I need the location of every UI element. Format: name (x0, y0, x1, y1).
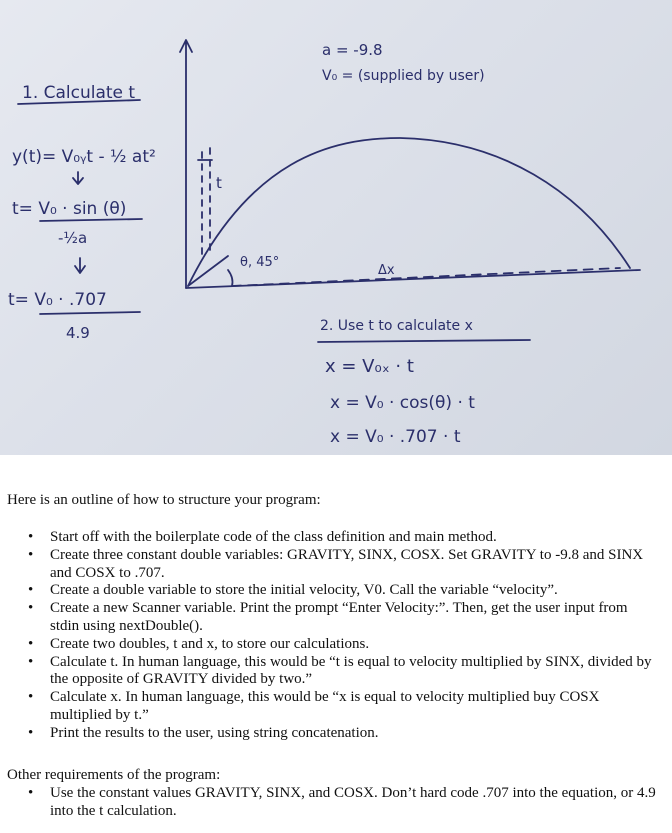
eq-x3: x = V₀ · .707 · t (330, 427, 461, 447)
eq-t-numerator: t= V₀ · sin (θ) (12, 199, 127, 219)
list-item: • Create a new Scanner variable. Print the prompt “Enter Velocity:”. Then, get the user input from stdin using nextDouble(). (50, 600, 652, 636)
list-item: • Print the results to the user, using string concatenation. (50, 725, 652, 743)
y-axis (180, 40, 192, 288)
other-requirements-title: Other requirements of the program: (7, 767, 221, 783)
list-item: • Calculate t. In human language, this would be “t is equal to velocity multiplied by SINX, divided by the opposite of GRAVITY divided by two.” (50, 654, 652, 690)
eq-t-denominator: -½a (58, 229, 88, 247)
delta-x-label: Δx (378, 263, 395, 278)
angle-arc (228, 270, 233, 286)
time-bracket (202, 148, 210, 256)
angle-label: θ, 45° (240, 255, 280, 270)
eq-x2: x = V₀ · cos(θ) · t (330, 393, 475, 413)
time-label: t (216, 174, 222, 192)
list-item: • Create a double variable to store the initial velocity, V0. Call the variable “velocity”. (50, 582, 652, 600)
arrow-down-icon (73, 172, 83, 184)
step2-title: 2. Use t to calculate x (320, 318, 473, 334)
requirements-list (0, 785, 665, 821)
given-acceleration: a = -9.8 (322, 41, 383, 59)
steps-list (0, 529, 652, 743)
arrow-down-icon (75, 258, 85, 273)
fraction-bar (40, 219, 142, 221)
list-item: • Use the constant values GRAVITY, SINX, and COSX. Don’t hard code .707 into the equation, or 4.9 into the t calculation. (50, 785, 665, 821)
list-item: • Calculate x. In human language, this would be “x is equal to velocity multiplied buy COSX multiplied by t.” (50, 689, 652, 725)
step2-underline (318, 340, 530, 342)
given-velocity: V₀ = (supplied by user) (322, 68, 485, 84)
list-item: • Start off with the boilerplate code of the class definition and main method. (50, 529, 652, 547)
launch-vector (188, 256, 228, 286)
eq-t2-denominator: 4.9 (66, 324, 90, 342)
outline-intro: Here is an outline of how to structure your program: (7, 492, 321, 508)
step1-title: 1. Calculate t (22, 83, 136, 103)
eq-x1: x = V₀ₓ · t (325, 356, 414, 377)
list-item: • Create two doubles, t and x, to store our calculations. (50, 636, 652, 654)
eq-t2-numerator: t= V₀ · .707 (8, 290, 107, 310)
list-item: • Create three constant double variables: GRAVITY, SINX, COSX. Set GRAVITY to -9.8 and SINX and COSX to .707. (50, 547, 652, 583)
fraction-bar (40, 312, 140, 314)
eq-y: y(t)= V₀ᵧt - ½ at² (12, 147, 156, 167)
